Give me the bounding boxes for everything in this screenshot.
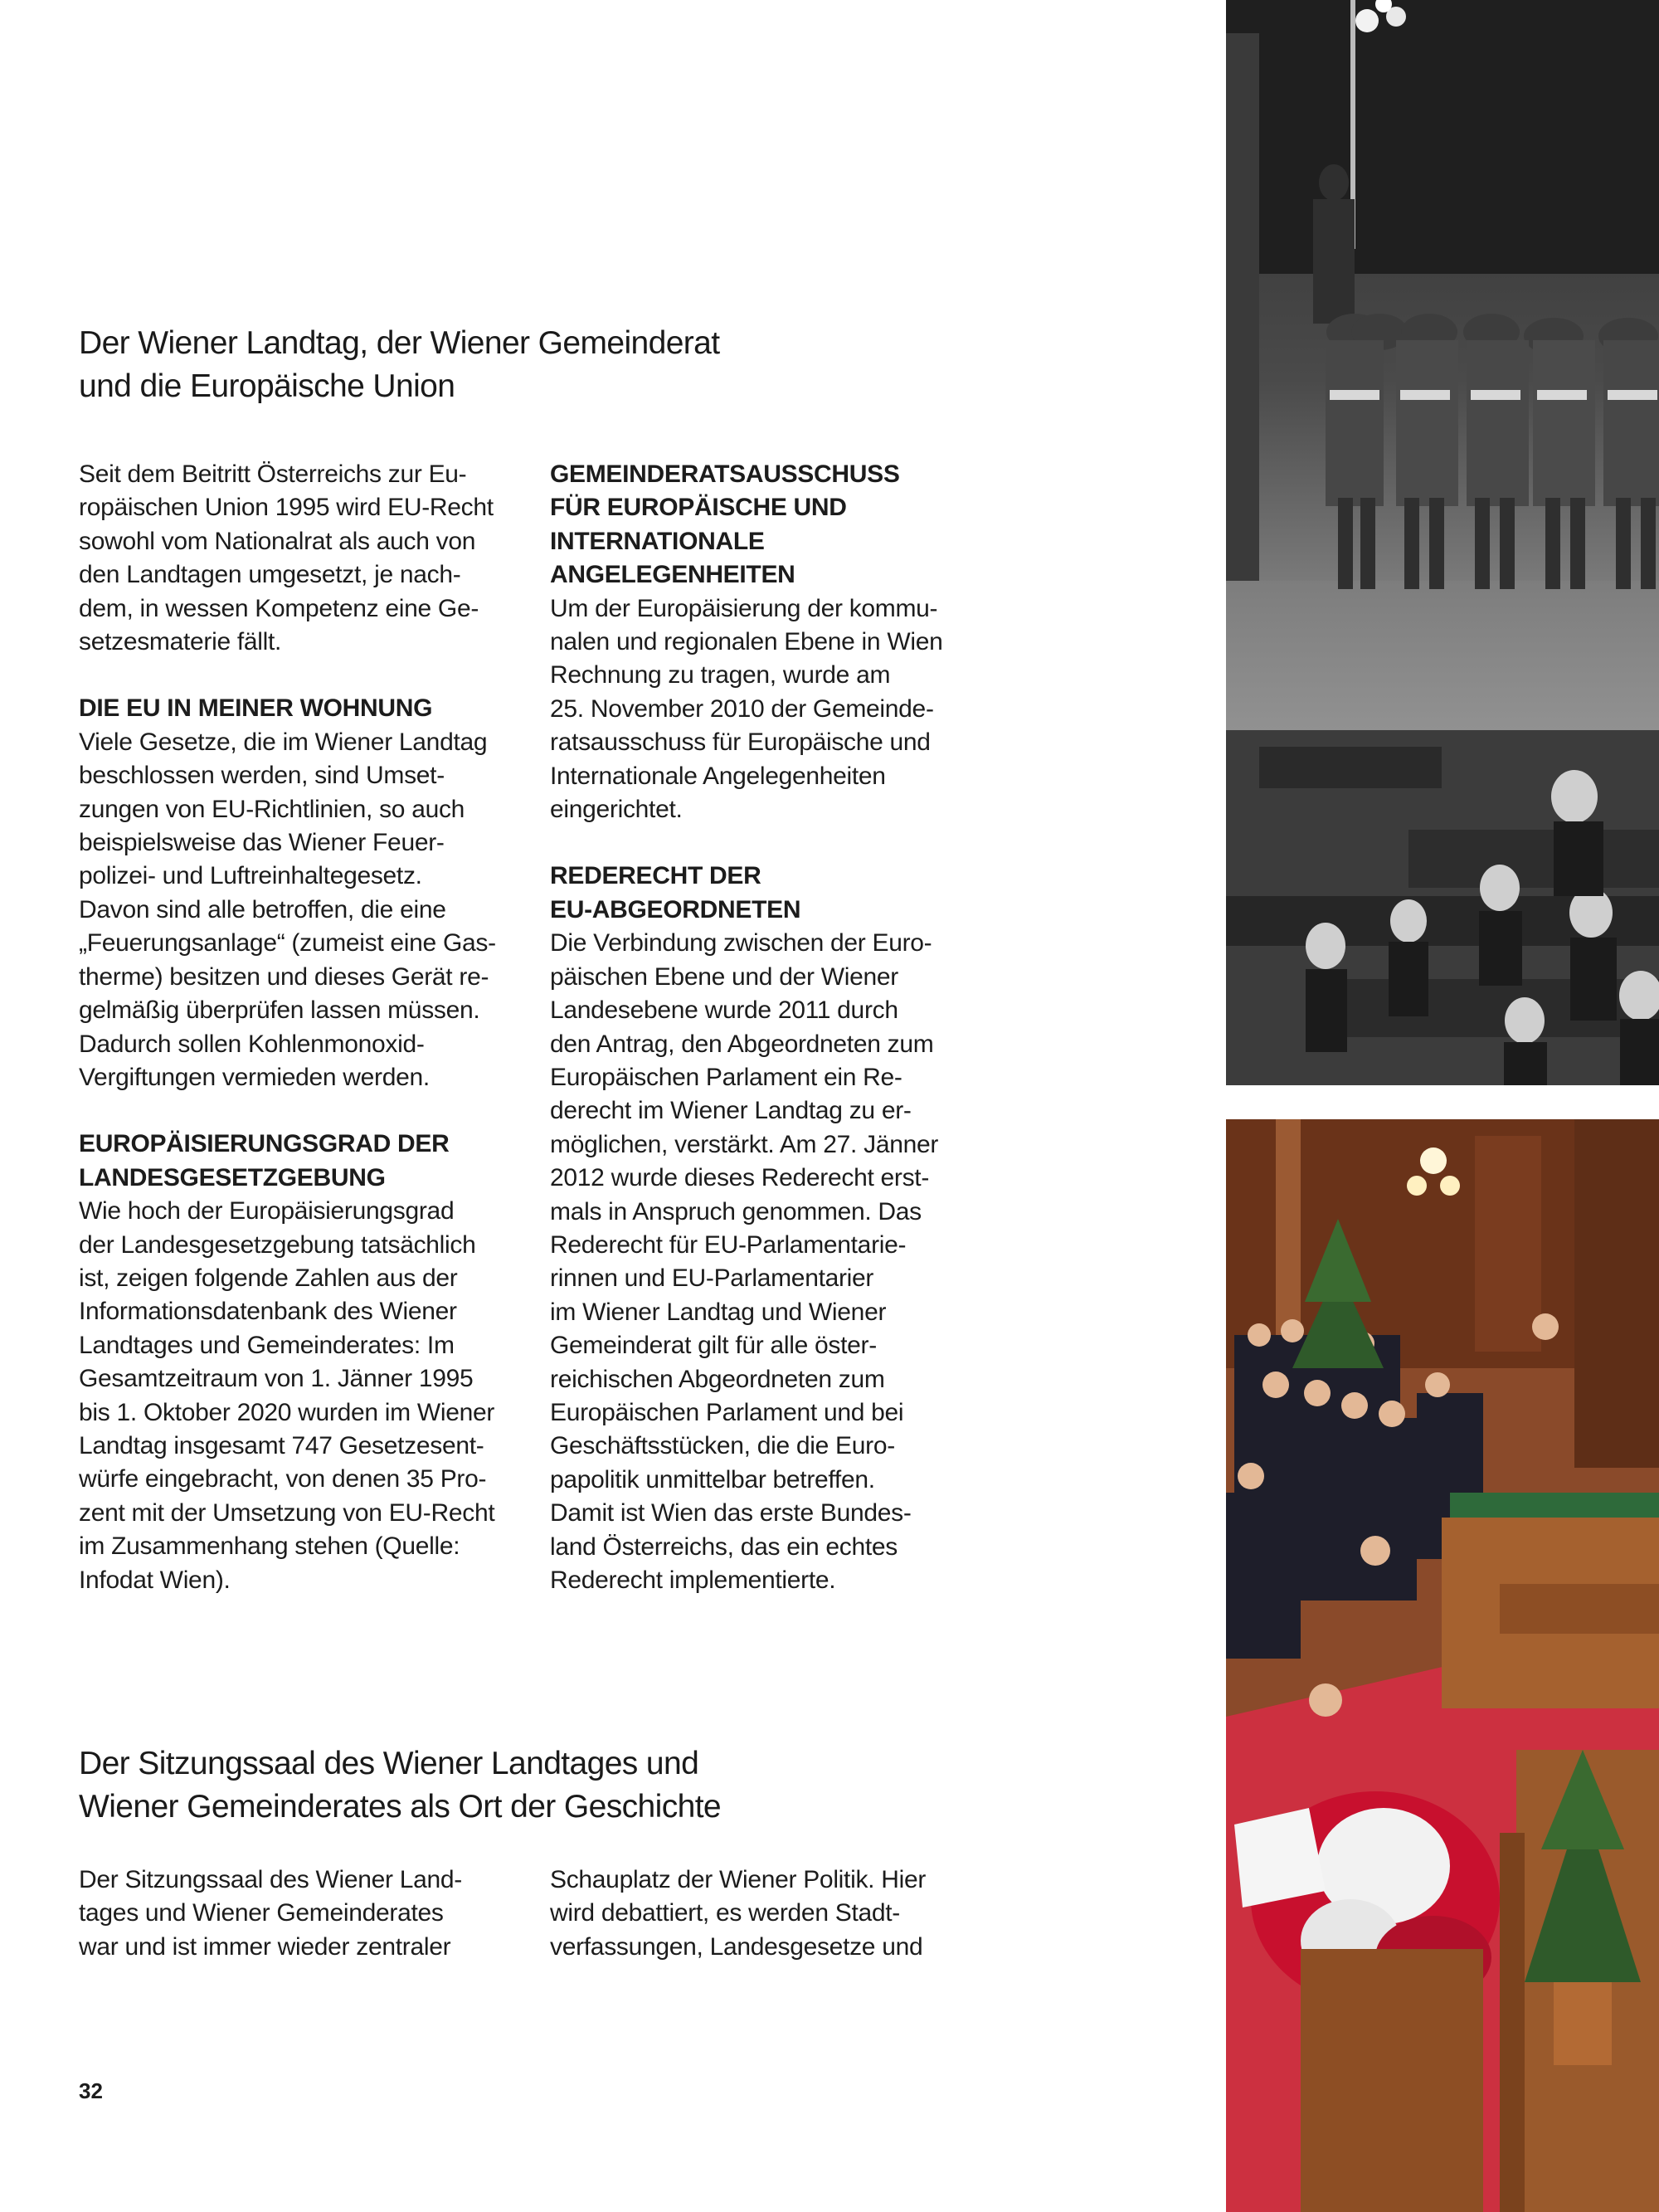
eu-wohnung-paragraph-line: Davon sind alle betroffen, die eine (79, 895, 446, 923)
europaeisierungsgrad-paragraph-line: Informationsdatenbank des Wiener (79, 1298, 457, 1326)
rederecht-paragraph-line: derecht im Wiener Landtag zu er- (550, 1097, 912, 1125)
rederecht-paragraph-line: mals in Anspruch genommen. Das (550, 1197, 922, 1225)
subheading-ausschuss-line: ANGELEGENHEITEN (550, 561, 795, 589)
rederecht-paragraph-line: rinnen und EU-Parlamentarier (550, 1264, 874, 1293)
section-title-eu (79, 322, 720, 408)
rederecht-paragraph-line: Rederecht implementierte. (550, 1566, 836, 1594)
eu-wohnung-paragraph-line: gelmäßig überprüfen lassen müssen. (79, 996, 480, 1025)
sitzungssaal-paragraph-left-line: war und ist immer wieder zentraler (79, 1932, 451, 1961)
europaeisierungsgrad-paragraph-line: bis 1. Oktober 2020 wurden im Wiener (79, 1398, 495, 1426)
intro-paragraph-line: Seit dem Beitritt Österreichs zur Eu- (79, 460, 467, 488)
intro-paragraph-line: ropäischen Union 1995 wird EU-Recht (79, 494, 494, 522)
ausschuss-paragraph-line: nalen und regionalen Ebene in Wien (550, 628, 943, 656)
sitzungssaal-paragraph-left-line: Der Sitzungssaal des Wiener Land- (79, 1866, 462, 1893)
sitzungssaal-paragraph-right-line: verfassungen, Landesgesetze und (550, 1932, 923, 1961)
eu-wohnung-paragraph-line: beispielsweise das Wiener Feuer- (79, 829, 445, 857)
subheading-europaeisierungsgrad-line: EUROPÄISIERUNGSGRAD DER (79, 1130, 450, 1158)
europaeisierungsgrad-paragraph-line: Landtag insgesamt 747 Gesetzesent- (79, 1431, 484, 1459)
europaeisierungsgrad-paragraph-line: der Landesgesetzgebung tatsächlich (79, 1230, 476, 1259)
eu-wohnung-paragraph-line: „Feuerungsanlage“ (zumeist eine Gas- (79, 929, 496, 957)
sitzungssaal-paragraph-left (79, 1864, 543, 1964)
eu-wohnung-paragraph-line: beschlossen werden, sind Umset- (79, 762, 445, 790)
eu-wohnung-paragraph-line: Dadurch sollen Kohlenmonoxid- (79, 1030, 425, 1058)
subheading-eu-wohnung: DIE EU IN MEINER WOHNUNG (79, 694, 433, 723)
rederecht-paragraph-line: im Wiener Landtag und Wiener (550, 1298, 887, 1326)
subheading-europaeisierungsgrad-line: LANDESGESETZGEBUNG (79, 1163, 386, 1191)
rederecht-paragraph-line: Rederecht für EU-Parlamentarie- (550, 1230, 907, 1259)
modern-color-photo-art (1226, 1119, 1659, 2212)
rederecht-paragraph-line: Europäischen Parlament ein Re- (550, 1063, 902, 1091)
rederecht-paragraph-line: 2012 wurde dieses Rederecht erst- (550, 1164, 930, 1192)
eu-wohnung-paragraph-line: zungen von EU-Richtlinien, so auch (79, 795, 465, 823)
europaeisierungsgrad-paragraph-line: Landtages und Gemeinderates: Im (79, 1331, 455, 1359)
intro-paragraph-line: den Landtagen umgesetzt, je nach- (79, 561, 461, 589)
rederecht-paragraph-line: Gemeinderat gilt für alle öster- (550, 1332, 877, 1360)
ausschuss-paragraph (550, 592, 1014, 827)
rederecht-paragraph-line: päischen Ebene und der Wiener (550, 962, 898, 991)
historical-bw-photo (1226, 0, 1659, 1085)
page-number: 32 (79, 2078, 103, 2103)
sitzungssaal-paragraph-right-line: wird debattiert, es werden Stadt- (550, 1899, 900, 1927)
subheading-europaeisierungsgrad (79, 1128, 543, 1195)
modern-color-photo (1226, 1119, 1659, 2212)
intro-paragraph-line: setzesmaterie fällt. (79, 628, 282, 656)
eu-wohnung-paragraph-line: Viele Gesetze, die im Wiener Landtag (79, 728, 488, 756)
eu-wohnung-paragraph-line: polizei- und Luftreinhaltegesetz. (79, 862, 422, 890)
intro-paragraph-line: dem, in wessen Kompetenz eine Ge- (79, 594, 479, 622)
rederecht-paragraph-line: land Österreichs, das ein echtes (550, 1532, 898, 1561)
section-title-eu-line: Der Wiener Landtag, der Wiener Gemeinderat (79, 325, 720, 361)
eu-wohnung-paragraph (79, 726, 543, 1094)
rederecht-paragraph-line: reichischen Abgeordneten zum (550, 1365, 885, 1393)
section-title-eu-line: und die Europäische Union (79, 368, 455, 404)
rederecht-paragraph-line: Europäischen Parlament und bei (550, 1398, 904, 1426)
eu-wohnung-paragraph-line: Vergiftungen vermieden werden. (79, 1063, 430, 1091)
ausschuss-paragraph-line: Rechnung zu tragen, wurde am (550, 661, 891, 689)
intro-paragraph-line: sowohl vom Nationalrat als auch von (79, 527, 476, 555)
europaeisierungsgrad-paragraph-line: ist, zeigen folgende Zahlen aus der (79, 1264, 458, 1292)
ausschuss-paragraph-line: eingerichtet. (550, 796, 683, 824)
europaeisierungsgrad-paragraph-line: Wie hoch der Europäisierungsgrad (79, 1197, 455, 1225)
sitzungssaal-paragraph-right (550, 1864, 1014, 1964)
europaeisierungsgrad-paragraph-line: zent mit der Umsetzung von EU-Recht (79, 1498, 495, 1527)
rederecht-paragraph-line: papolitik unmittelbar betreffen. (550, 1465, 875, 1493)
rederecht-paragraph-line: Damit ist Wien das erste Bundes- (550, 1499, 912, 1527)
subheading-ausschuss-line: FÜR EUROPÄISCHE UND (550, 494, 847, 522)
europaeisierungsgrad-paragraph-line: Infodat Wien). (79, 1566, 231, 1594)
left-column (79, 458, 543, 1597)
rederecht-paragraph-line: Die Verbindung zwischen der Euro- (550, 929, 932, 957)
subheading-rederecht-line: EU-ABGEORDNETEN (550, 895, 801, 923)
sitzungssaal-right-column (550, 1864, 1014, 1964)
subheading-rederecht (550, 860, 1014, 927)
ausschuss-paragraph-line: ratsausschuss für Europäische und (550, 728, 931, 757)
europaeisierungsgrad-paragraph-line: Gesamtzeitraum von 1. Jänner 1995 (79, 1365, 474, 1393)
eu-wohnung-paragraph-line: therme) besitzen und dieses Gerät re- (79, 962, 489, 991)
rederecht-paragraph-line: Geschäftsstücken, die die Euro- (550, 1432, 895, 1460)
subheading-ausschuss-line: INTERNATIONALE (550, 527, 765, 555)
rederecht-paragraph-line: Landesebene wurde 2011 durch (550, 996, 898, 1025)
rederecht-paragraph-line: möglichen, verstärkt. Am 27. Jänner (550, 1130, 939, 1158)
subheading-rederecht-line: REDERECHT DER (550, 862, 761, 890)
subheading-ausschuss-line: GEMEINDERATSAUSSCHUSS (550, 460, 900, 488)
ausschuss-paragraph-line: Um der Europäisierung der kommu- (550, 594, 938, 622)
rederecht-paragraph (550, 927, 1014, 1597)
sitzungssaal-paragraph-right-line: Schauplatz der Wiener Politik. Hier (550, 1866, 927, 1893)
rederecht-paragraph-line: den Antrag, den Abgeordneten zum (550, 1030, 934, 1058)
subheading-ausschuss (550, 458, 1014, 592)
sitzungssaal-left-column (79, 1864, 543, 1964)
europaeisierungsgrad-paragraph-line: würfe eingebracht, von denen 35 Pro- (79, 1465, 487, 1493)
ausschuss-paragraph-line: Internationale Angelegenheiten (550, 762, 886, 790)
section-title-sitzungssaal (79, 1742, 721, 1829)
europaeisierungsgrad-paragraph (79, 1195, 543, 1597)
ausschuss-paragraph-line: 25. November 2010 der Gemeinde- (550, 694, 934, 723)
sitzungssaal-paragraph-left-line: tages und Wiener Gemeinderates (79, 1899, 444, 1927)
historical-bw-photo-art (1226, 0, 1659, 1085)
section-title-sitzungssaal-line: Der Sitzungssaal des Wiener Landtages und (79, 1746, 699, 1781)
europaeisierungsgrad-paragraph-line: im Zusammenhang stehen (Quelle: (79, 1532, 460, 1561)
right-column (550, 458, 1014, 1597)
section-title-sitzungssaal-line: Wiener Gemeinderates als Ort der Geschichte (79, 1789, 722, 1825)
intro-paragraph (79, 458, 543, 659)
